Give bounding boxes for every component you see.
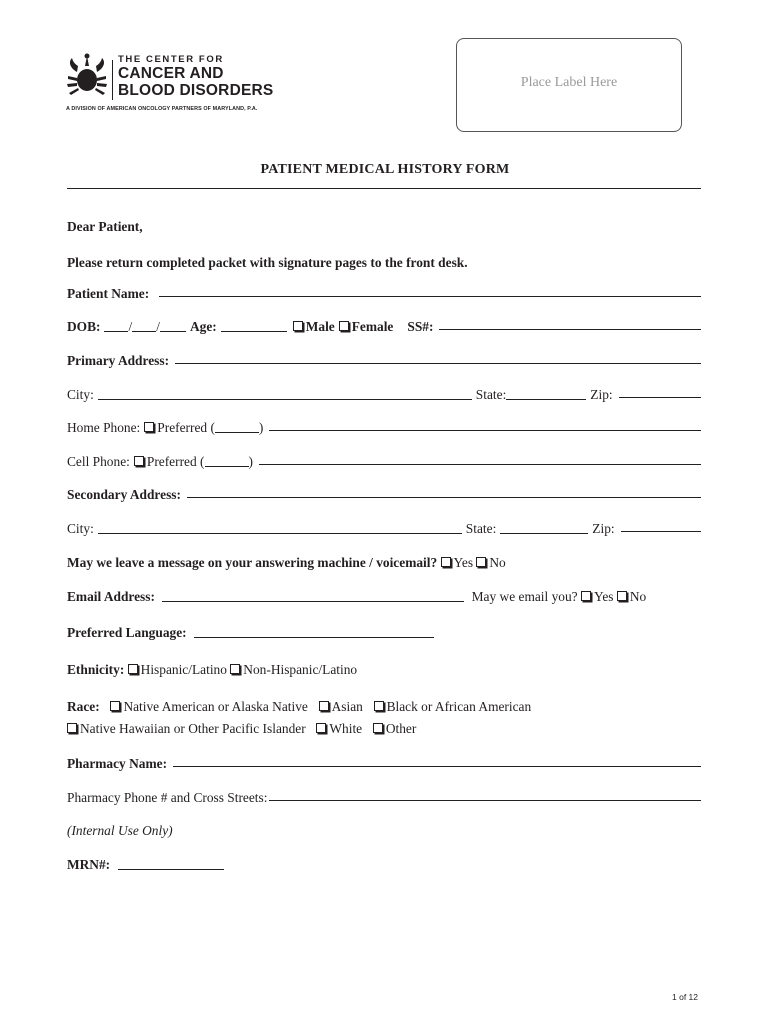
primary-address-field[interactable] [175, 352, 701, 364]
city-field-2[interactable] [98, 522, 462, 534]
voicemail-yes-checkbox[interactable] [441, 557, 451, 567]
place-label-box [456, 38, 682, 132]
non-hispanic-checkbox[interactable] [230, 664, 240, 674]
primary-address-row [67, 353, 701, 369]
dob-day-field[interactable] [132, 320, 156, 332]
native-american-checkbox[interactable] [110, 701, 120, 711]
asian-checkbox[interactable] [319, 701, 329, 711]
secondary-address-label: Secondary Address: [67, 487, 181, 502]
ethnicity-row [67, 662, 701, 678]
pharmacy-name-row [67, 756, 701, 772]
dob-month-field[interactable] [104, 320, 128, 332]
ss-label: SS#: [407, 319, 434, 334]
logo [66, 48, 296, 116]
hispanic-label: Hispanic/Latino [140, 662, 227, 677]
male-checkbox[interactable] [293, 321, 303, 331]
email-field[interactable] [162, 590, 464, 602]
home-phone-row [67, 420, 701, 436]
mrn-label: MRN#: [67, 857, 111, 872]
email-no-label: No [629, 589, 647, 604]
cell-phone-label: Cell Phone: [67, 454, 130, 469]
home-preferred-field[interactable] [215, 421, 259, 433]
female-checkbox[interactable] [339, 321, 349, 331]
city-label-2: City: [67, 521, 94, 536]
crab-icon [66, 52, 108, 102]
native-hawaiian-label: Native Hawaiian or Other Pacific Islander [80, 721, 306, 736]
pharmacy-phone-row [67, 790, 701, 806]
state-label-1: State: [475, 387, 507, 402]
age-label: Age: [189, 319, 217, 334]
zip-label-1: Zip: [590, 387, 613, 402]
email-row [67, 589, 701, 605]
race-label: Race: [67, 699, 100, 714]
zip-label-2: Zip: [592, 521, 615, 536]
logo-subline: A DIVISION OF AMERICAN ONCOLOGY PARTNERS OF MARYLAND, P.A. [66, 106, 258, 112]
voicemail-no-label: No [489, 555, 506, 570]
cell-preferred-field[interactable] [205, 455, 249, 467]
other-checkbox[interactable] [373, 723, 383, 733]
zip-field-2[interactable] [621, 520, 701, 532]
logo-line3: BLOOD DISORDERS [118, 82, 274, 99]
ethnicity-label: Ethnicity: [67, 662, 125, 677]
pharmacy-name-label: Pharmacy Name: [67, 756, 168, 771]
home-phone-field[interactable] [269, 419, 701, 431]
email-question: May we email you? [471, 589, 578, 604]
title-divider [67, 188, 701, 189]
state-field-2[interactable] [500, 522, 588, 534]
white-label: White [329, 721, 363, 736]
logo-divider [112, 60, 113, 100]
black-label: Black or African American [386, 699, 532, 714]
cell-phone-preferred-checkbox[interactable] [134, 456, 144, 466]
voicemail-yes-label: Yes [453, 555, 474, 570]
home-phone-label: Home Phone: [67, 420, 141, 435]
pharmacy-phone-label: Pharmacy Phone # and Cross Streets: [67, 790, 268, 805]
non-hispanic-label: Non-Hispanic/Latino [243, 662, 358, 677]
language-label: Preferred Language: [67, 625, 187, 640]
native-hawaiian-checkbox[interactable] [67, 723, 77, 733]
voicemail-question: May we leave a message on your answering machine / voicemail? [67, 555, 438, 570]
form-title: PATIENT MEDICAL HISTORY FORM [260, 162, 510, 177]
cell-phone-field[interactable] [259, 453, 701, 465]
state-label-2: State: [465, 521, 497, 536]
city-label-1: City: [67, 387, 94, 402]
secondary-address-row [67, 487, 701, 503]
city-row-1 [67, 387, 701, 403]
other-label: Other [385, 721, 417, 736]
native-american-label: Native American or Alaska Native [123, 699, 308, 714]
greeting: Dear Patient, [67, 219, 143, 234]
mrn-row [67, 857, 701, 873]
secondary-address-field[interactable] [187, 486, 701, 498]
email-label: Email Address: [67, 589, 155, 604]
pharmacy-phone-field[interactable] [269, 789, 701, 801]
black-checkbox[interactable] [374, 701, 384, 711]
state-field-1[interactable] [506, 388, 586, 400]
age-field[interactable] [221, 320, 287, 332]
email-yes-label: Yes [593, 589, 614, 604]
place-label-text: Place Label Here [520, 75, 618, 90]
internal-use-note: (Internal Use Only) [67, 823, 173, 838]
home-preferred-label: Preferred ( [157, 420, 215, 435]
white-checkbox[interactable] [316, 723, 326, 733]
pharmacy-name-field[interactable] [173, 755, 701, 767]
dob-row: DOB: / / Age: Male Female SS#: [67, 319, 701, 335]
race-row-2 [67, 721, 701, 737]
language-field[interactable] [194, 626, 434, 638]
cell-preferred-label: Preferred ( [146, 454, 205, 469]
cell-phone-row [67, 454, 701, 470]
home-phone-preferred-checkbox[interactable] [144, 422, 154, 432]
patient-name-row [67, 286, 701, 302]
hispanic-checkbox[interactable] [128, 664, 138, 674]
city-field-1[interactable] [98, 388, 472, 400]
city-row-2 [67, 521, 701, 537]
voicemail-row [67, 555, 701, 571]
logo-line2: CANCER AND [118, 65, 224, 82]
dob-year-field[interactable] [160, 320, 186, 332]
primary-address-label: Primary Address: [67, 353, 170, 368]
male-label: Male [305, 319, 335, 334]
patient-name-label: Patient Name: [67, 286, 150, 301]
asian-label: Asian [331, 699, 363, 714]
email-yes-checkbox[interactable] [581, 591, 591, 601]
patient-name-field[interactable] [159, 285, 701, 297]
logo-line1: THE CENTER FOR [118, 54, 224, 65]
race-row-1 [67, 699, 701, 715]
mrn-field[interactable] [118, 858, 224, 870]
home-preferred-close: ) [258, 420, 264, 435]
voicemail-no-checkbox[interactable] [476, 557, 486, 567]
email-no-checkbox[interactable] [617, 591, 627, 601]
female-label: Female [351, 319, 394, 334]
instruction: Please return completed packet with signature pages to the front desk. [67, 255, 468, 270]
language-row [67, 625, 701, 641]
cell-preferred-close: ) [248, 454, 253, 469]
ss-field[interactable] [439, 318, 701, 330]
dob-label: DOB: [67, 319, 101, 334]
page-number: 1 of 12 [672, 992, 698, 1002]
zip-field-1[interactable] [619, 386, 701, 398]
